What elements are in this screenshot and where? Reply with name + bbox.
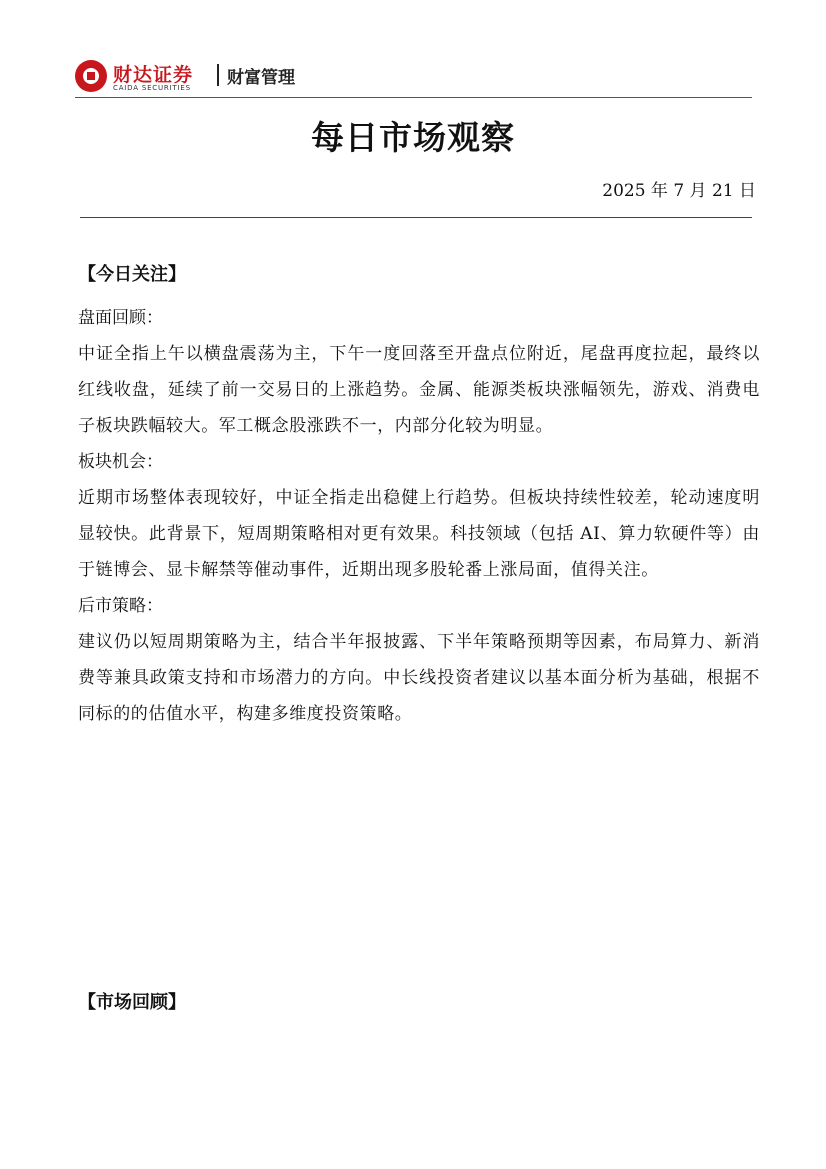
- section-title-focus: 【今日关注】: [78, 264, 186, 285]
- brand-name: 财达证券: [113, 64, 194, 86]
- block-text-strategy: 建议仍以短周期策略为主，结合半年报披露、下半年策略预期等因素，布局算力、新消费等兼具政策支持和市场潜力的方向。中长线投资者建议以基本面分析为基础，根据不同标的的估值水平，构建多维度投资策略。: [78, 632, 760, 724]
- block-label-opportunity: 板块机会：: [78, 452, 163, 472]
- title-rule: [80, 217, 752, 218]
- brand-subtitle: 财富管理: [227, 68, 295, 88]
- report-header: [75, 58, 755, 96]
- block-label-strategy: 后市策略：: [78, 596, 163, 616]
- focus-content: [78, 300, 760, 732]
- report-date: 2025 年 7 月 21 日: [602, 181, 756, 201]
- brand-english-name: CAIDA SECURITIES: [113, 84, 191, 92]
- section-title-review: 【市场回顾】: [78, 992, 186, 1013]
- block-text-opportunity: 近期市场整体表现较好，中证全指走出稳健上行趋势。但板块持续性较差，轮动速度明显较快。此背景下，短周期策略相对更有效果。科技领域（包括 AI、算力软硬件等）由于链博会、显卡解禁等催动事件，近期出现多股轮番上涨局面，值得关注。: [78, 488, 760, 580]
- block-text-review: 中证全指上午以横盘震荡为主，下午一度回落至开盘点位附近，尾盘再度拉起，最终以红线收盘，延续了前一交易日的上涨趋势。金属、能源类板块涨幅领先，游戏、消费电子板块跌幅较大。军工概念股涨跌不一，内部分化较为明显。: [78, 344, 760, 436]
- caida-logo-icon: [75, 60, 107, 92]
- header-rule: [75, 97, 752, 98]
- brand-divider: [217, 64, 219, 86]
- block-label-review: 盘面回顾：: [78, 308, 163, 328]
- page-title: 每日市场观察: [311, 118, 515, 157]
